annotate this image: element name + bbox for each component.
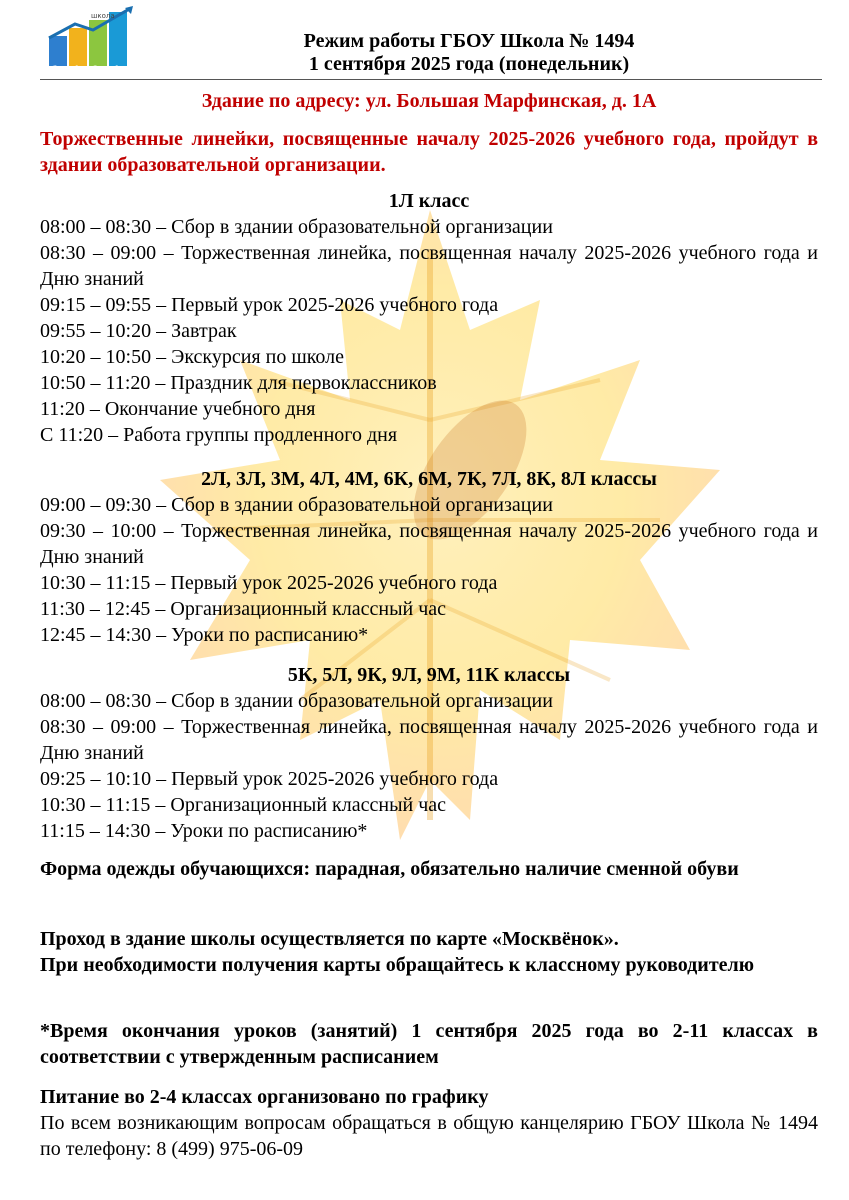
schedule-item: 11:20 – Окончание учебного дня [40,398,316,420]
schedule-item: 10:30 – 11:15 – Первый урок 2025-2026 учебного года [40,572,498,594]
logo-bar-2 [69,28,87,66]
schedule-item: 09:55 – 10:20 – Завтрак [40,320,237,342]
footnote: *Время окончания уроков (занятий) 1 сентября 2025 года во 2-11 классах в соответствии с утвержденным расписанием [40,1020,818,1068]
schedule-item: 09:15 – 09:55 – Первый урок 2025-2026 учебного года [40,294,499,316]
page-header [120,30,818,76]
schedule-section-2 [40,466,818,648]
schedule-item: С 11:20 – Работа группы продленного дня [40,424,398,446]
schedule-item: 08:00 – 08:30 – Сбор в здании образовательной организации [40,690,553,712]
section-title: 5К, 5Л, 9К, 9Л, 9М, 11К классы [287,664,571,686]
schedule-section-1 [40,188,818,448]
meals-note: Питание во 2-4 классах организовано по графику [40,1086,489,1108]
schedule-section-3 [40,662,818,844]
dress-code-note: Форма одежды обучающихся: парадная, обязательно наличие сменной обуви [40,858,739,880]
schedule-item: 10:20 – 10:50 – Экскурсия по школе [40,346,345,368]
page-title: Режим работы ГБОУ Школа № 1494 [303,30,635,52]
svg-text:9: 9 [91,64,100,78]
svg-text:1: 1 [51,64,60,78]
schedule-item: 11:30 – 12:45 – Организационный классный час [40,598,447,620]
svg-text:4: 4 [111,64,120,78]
schedule-item: 09:00 – 09:30 – Сбор в здании образовательной организации [40,494,553,516]
intro-paragraph: Торжественные линейки, посвященные началу 2025-2026 учебного года, пройдут в здании образовательной организации. [40,128,818,176]
schedule-item: 08:00 – 08:30 – Сбор в здании образовательной организации [40,216,553,238]
section-title: 1Л класс [388,190,470,212]
svg-text:4: 4 [71,64,80,78]
address-line: Здание по адресу: ул. Большая Марфинская, д. 1А [201,90,657,112]
section-title: 2Л, 3Л, 3М, 4Л, 4М, 6К, 6М, 7К, 7Л, 8К, 8Л классы [201,468,657,490]
schedule-item: 10:30 – 11:15 – Организационный классный час [40,794,447,816]
schedule-item: 09:30 – 10:00 – Торжественная линейка, посвященная началу 2025-2026 учебного года и Дню знаний [40,520,818,568]
card-note: При необходимости получения карты обращайтесь к классному руководителю [40,954,755,976]
header-divider [40,79,822,80]
svg-text:школа: школа [91,12,115,20]
entry-note: Проход в здание школы осуществляется по карте «Москвёнок». [40,928,619,950]
schedule-item: 08:30 – 09:00 – Торжественная линейка, посвященная началу 2025-2026 учебного года и Дню знаний [40,716,818,764]
schedule-item: 08:30 – 09:00 – Торжественная линейка, посвященная началу 2025-2026 учебного года и Дню знаний [40,242,818,290]
schedule-item: 09:25 – 10:10 – Первый урок 2025-2026 учебного года [40,768,499,790]
schedule-item: 10:50 – 11:20 – Праздник для первоклассников [40,372,437,394]
contact-note: По всем возникающим вопросам обращаться в общую канцелярию ГБОУ Школа № 1494 по телефону: 8 (499) 975-06-09 [40,1112,818,1160]
logo-bar-1 [49,36,67,66]
page-date: 1 сентября 2025 года (понедельник) [308,53,630,75]
schedule-item: 11:15 – 14:30 – Уроки по расписанию* [40,820,368,842]
schedule-item: 12:45 – 14:30 – Уроки по расписанию* [40,624,369,646]
